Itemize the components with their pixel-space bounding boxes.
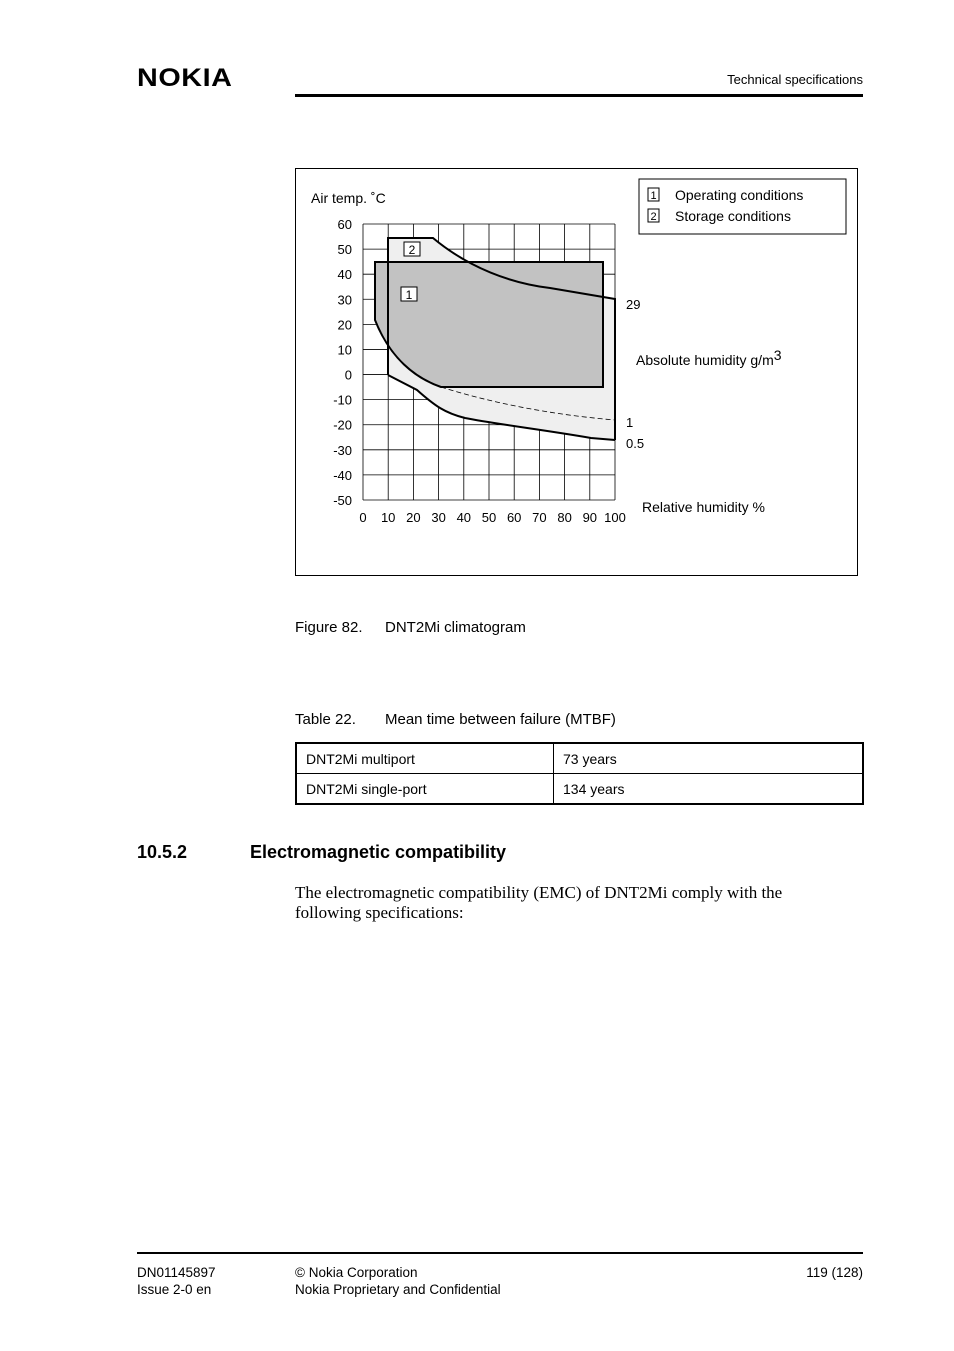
x-tick-label: 20: [406, 510, 421, 525]
x-tick-label: 10: [380, 510, 396, 525]
y-tick-label: -20: [333, 417, 352, 433]
y-tick-label: -30: [333, 442, 352, 458]
climatogram-chart: [295, 168, 861, 578]
y-tick-label: 30: [337, 292, 352, 308]
x-tick-label: 0: [359, 510, 367, 525]
legend-num-1: 1: [650, 190, 657, 202]
section-number: 10.5.2: [137, 842, 188, 862]
x-tick-label: 90: [582, 510, 598, 525]
table-caption: [295, 711, 616, 728]
x-tick-label: 50: [481, 510, 497, 525]
nokia-logo: NOKIA: [137, 64, 233, 92]
footer-left: [137, 1264, 216, 1298]
y-tick-label: -40: [333, 467, 352, 483]
legend-num-2: 2: [650, 211, 657, 223]
chart-legend: [639, 179, 846, 234]
x-tick-label: 70: [532, 510, 547, 525]
region-marker-1: [401, 287, 417, 302]
y-tick-label: -10: [333, 392, 352, 408]
section-title: Electromagnetic compatibility: [250, 842, 507, 862]
x-axis-title: Relative humidity %: [642, 499, 765, 515]
mtbf-table: [295, 742, 864, 805]
footer-middle: [295, 1264, 501, 1298]
table-cell: 134 years: [554, 774, 864, 805]
region-marker-2: [404, 242, 420, 257]
legend-label-storage: Storage conditions: [675, 208, 791, 224]
figure-title: DNT2Mi climatogram: [385, 619, 526, 636]
figure-caption: [295, 619, 526, 636]
table-cell: 73 years: [554, 743, 864, 774]
operating-region: [375, 262, 603, 387]
region-marker-1-label: 1: [405, 288, 413, 302]
section-heading: [137, 842, 506, 863]
y-tick-label: 40: [337, 267, 352, 283]
header-rule: [295, 94, 863, 97]
y-tick-label: 0: [344, 367, 352, 383]
x-tick-label: 30: [431, 510, 446, 525]
copyright: © Nokia Corporation: [295, 1265, 418, 1280]
y-axis-title: Air temp. ˚C: [311, 190, 386, 206]
y-tick-label: -50: [333, 493, 352, 508]
table-row: [296, 743, 863, 774]
y-tick-label: 60: [337, 217, 352, 232]
x-tick-label: 60: [506, 510, 522, 525]
table-title: Mean time between failure (MTBF): [385, 711, 616, 728]
running-header: Technical specifications: [727, 72, 863, 87]
footer-rule: [137, 1252, 863, 1254]
x-tick-label: 40: [456, 510, 472, 525]
abs-tick-29: 29: [626, 297, 641, 312]
body-paragraph: The electromagnetic compatibility (EMC) of DNT2Mi comply with the following specifications:: [295, 883, 783, 922]
doc-id: DN01145897: [137, 1265, 216, 1280]
y-tick-label: 10: [337, 342, 352, 358]
legend-label-operating: Operating conditions: [675, 187, 804, 203]
table-cell: DNT2Mi single-port: [296, 774, 554, 805]
abs-tick-1: 1: [626, 415, 634, 430]
table-cell: DNT2Mi multiport: [296, 743, 554, 774]
y-tick-label: 50: [337, 242, 352, 258]
confidential-notice: Nokia Proprietary and Confidential: [295, 1282, 501, 1297]
x-tick-label: 80: [557, 510, 572, 525]
figure-number: Figure 82.: [295, 619, 363, 636]
abs-humidity-title: Absolute humidity g/m3: [636, 347, 782, 368]
abs-tick-0-5: 0.5: [626, 436, 645, 451]
y-tick-label: 20: [337, 317, 352, 333]
region-marker-2-label: 2: [408, 243, 416, 257]
table-number: Table 22.: [295, 711, 356, 728]
table-row: [296, 774, 863, 805]
x-tick-label: 100: [604, 510, 626, 525]
issue: Issue 2-0 en: [137, 1282, 212, 1297]
page-number: 119 (128): [806, 1265, 863, 1280]
